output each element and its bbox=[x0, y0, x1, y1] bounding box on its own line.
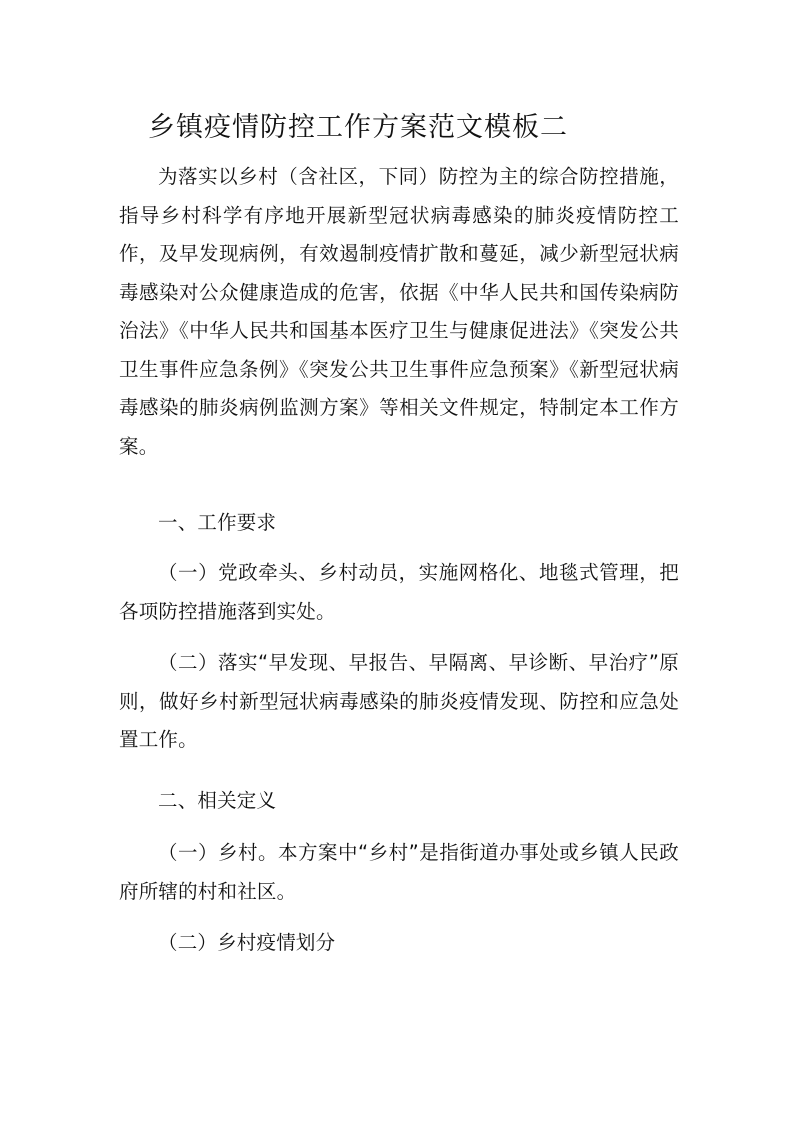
section-heading-work-requirements: 一、工作要求 bbox=[158, 511, 277, 534]
definition-item-1: （一）乡村。本方案中“乡村”是指街道办事处或乡镇人民政府所辖的村和社区。 bbox=[119, 841, 679, 903]
document-title: 乡镇疫情防控工作方案范文模板二 bbox=[148, 112, 568, 143]
intro-paragraph: 为落实以乡村（含社区，下同）防控为主的综合防控措施，指导乡村科学有序地开展新型冠状病毒感染的肺炎疫情防控工作，及早发现病例，有效遏制疫情扩散和蔓延，减少新型冠状病毒感染对公众健康造成的危害，依据《中华人民共和国传染病防治法》《中华人民共和国基本医疗卫生与健康促进法》《突发公共卫生事件应急条例》《突发公共卫生事件应急预案》《新型冠状病毒感染的肺炎病例监测方案》等相关文件规定，特制定本工作方案。 bbox=[119, 165, 679, 458]
section-heading-definitions: 二、相关定义 bbox=[158, 789, 277, 812]
requirement-item-2: （二）落实“早发现、早报告、早隔离、早诊断、早治疗”原则，做好乡村新型冠状病毒感染的肺炎疫情发现、防控和应急处置工作。 bbox=[119, 651, 679, 751]
requirement-item-1: （一）党政牵头、乡村动员，实施网格化、地毯式管理，把各项防控措施落到实处。 bbox=[119, 561, 679, 623]
definition-item-2: （二）乡村疫情划分 bbox=[158, 931, 336, 954]
